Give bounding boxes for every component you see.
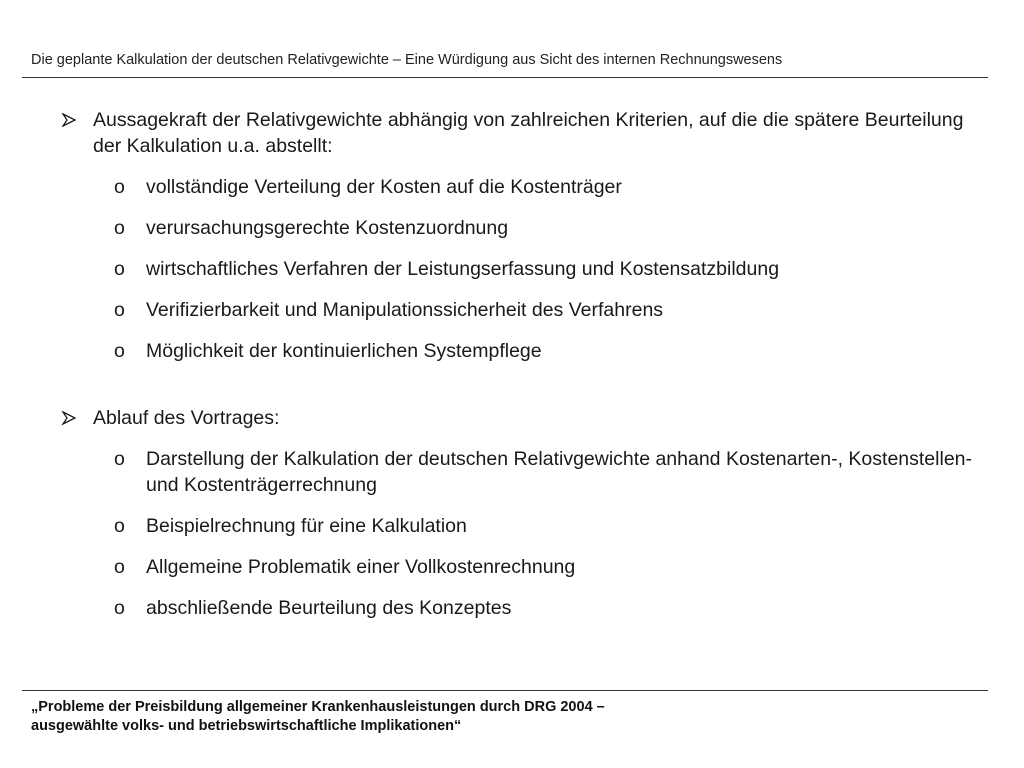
sub-bullet-marker: o (114, 340, 125, 362)
list-item-text: Möglichkeit der kontinuierlichen Systempflege (146, 340, 542, 362)
main-bullet (0, 107, 1024, 159)
sub-bullet-marker: o (114, 299, 125, 321)
list-item (0, 256, 1024, 282)
arrow-bullet-icon (61, 411, 77, 425)
sub-bullet-marker: o (114, 217, 125, 239)
sub-bullet-marker: o (114, 556, 125, 578)
main-bullet-text: Aussagekraft der Relativgewichte abhängig von zahlreichen Kriterien, auf die die spätere Beurteilung der Kalkulation u.a. abstellt: (93, 109, 964, 157)
main-bullet-text: Ablauf des Vortrages: (93, 407, 280, 429)
bullet-section-criteria (0, 107, 1024, 364)
header-divider (22, 77, 988, 78)
list-item-text: wirtschaftliches Verfahren der Leistungserfassung und Kostensatzbildung (146, 258, 780, 280)
sub-bullet-marker: o (114, 515, 125, 537)
list-item-text: vollständige Verteilung der Kosten auf die Kostenträger (146, 176, 622, 198)
sub-bullet-marker: o (114, 448, 125, 470)
footer-line-2: ausgewählte volks- und betriebswirtschaftliche Implikationen“ (31, 718, 462, 734)
list-item (0, 554, 1024, 580)
slide-footer (31, 698, 605, 736)
list-item (0, 338, 1024, 364)
list-item (0, 446, 1024, 498)
list-item (0, 297, 1024, 323)
slide-content (0, 107, 1024, 621)
list-item (0, 595, 1024, 621)
sub-bullet-marker: o (114, 258, 125, 280)
main-bullet (0, 405, 1024, 431)
list-item (0, 215, 1024, 241)
sub-bullet-list (0, 174, 1024, 364)
sub-bullet-marker: o (114, 176, 125, 198)
list-item-text: Darstellung der Kalkulation der deutschen Relativgewichte anhand Kostenarten-, Kostenstellen- und Kostenträgerrechnung (146, 448, 972, 496)
list-item-text: Verifizierbarkeit und Manipulationssicherheit des Verfahrens (146, 299, 664, 321)
footer-line-1: „Probleme der Preisbildung allgemeiner Krankenhausleistungen durch DRG 2004 – (31, 699, 605, 715)
list-item-text: Allgemeine Problematik einer Vollkostenrechnung (146, 556, 576, 578)
footer-divider (22, 690, 988, 691)
slide-header-title: Die geplante Kalkulation der deutschen Relativgewichte – Eine Würdigung aus Sicht des internen Rechnungswesens (31, 52, 783, 68)
list-item-text: Beispielrechnung für eine Kalkulation (146, 515, 467, 537)
sub-bullet-marker: o (114, 597, 125, 619)
list-item-text: verursachungsgerechte Kostenzuordnung (146, 217, 509, 239)
bullet-section-agenda (0, 405, 1024, 621)
list-item-text: abschließende Beurteilung des Konzeptes (146, 597, 512, 619)
list-item (0, 174, 1024, 200)
list-item (0, 513, 1024, 539)
arrow-bullet-icon (61, 113, 77, 127)
sub-bullet-list (0, 446, 1024, 621)
